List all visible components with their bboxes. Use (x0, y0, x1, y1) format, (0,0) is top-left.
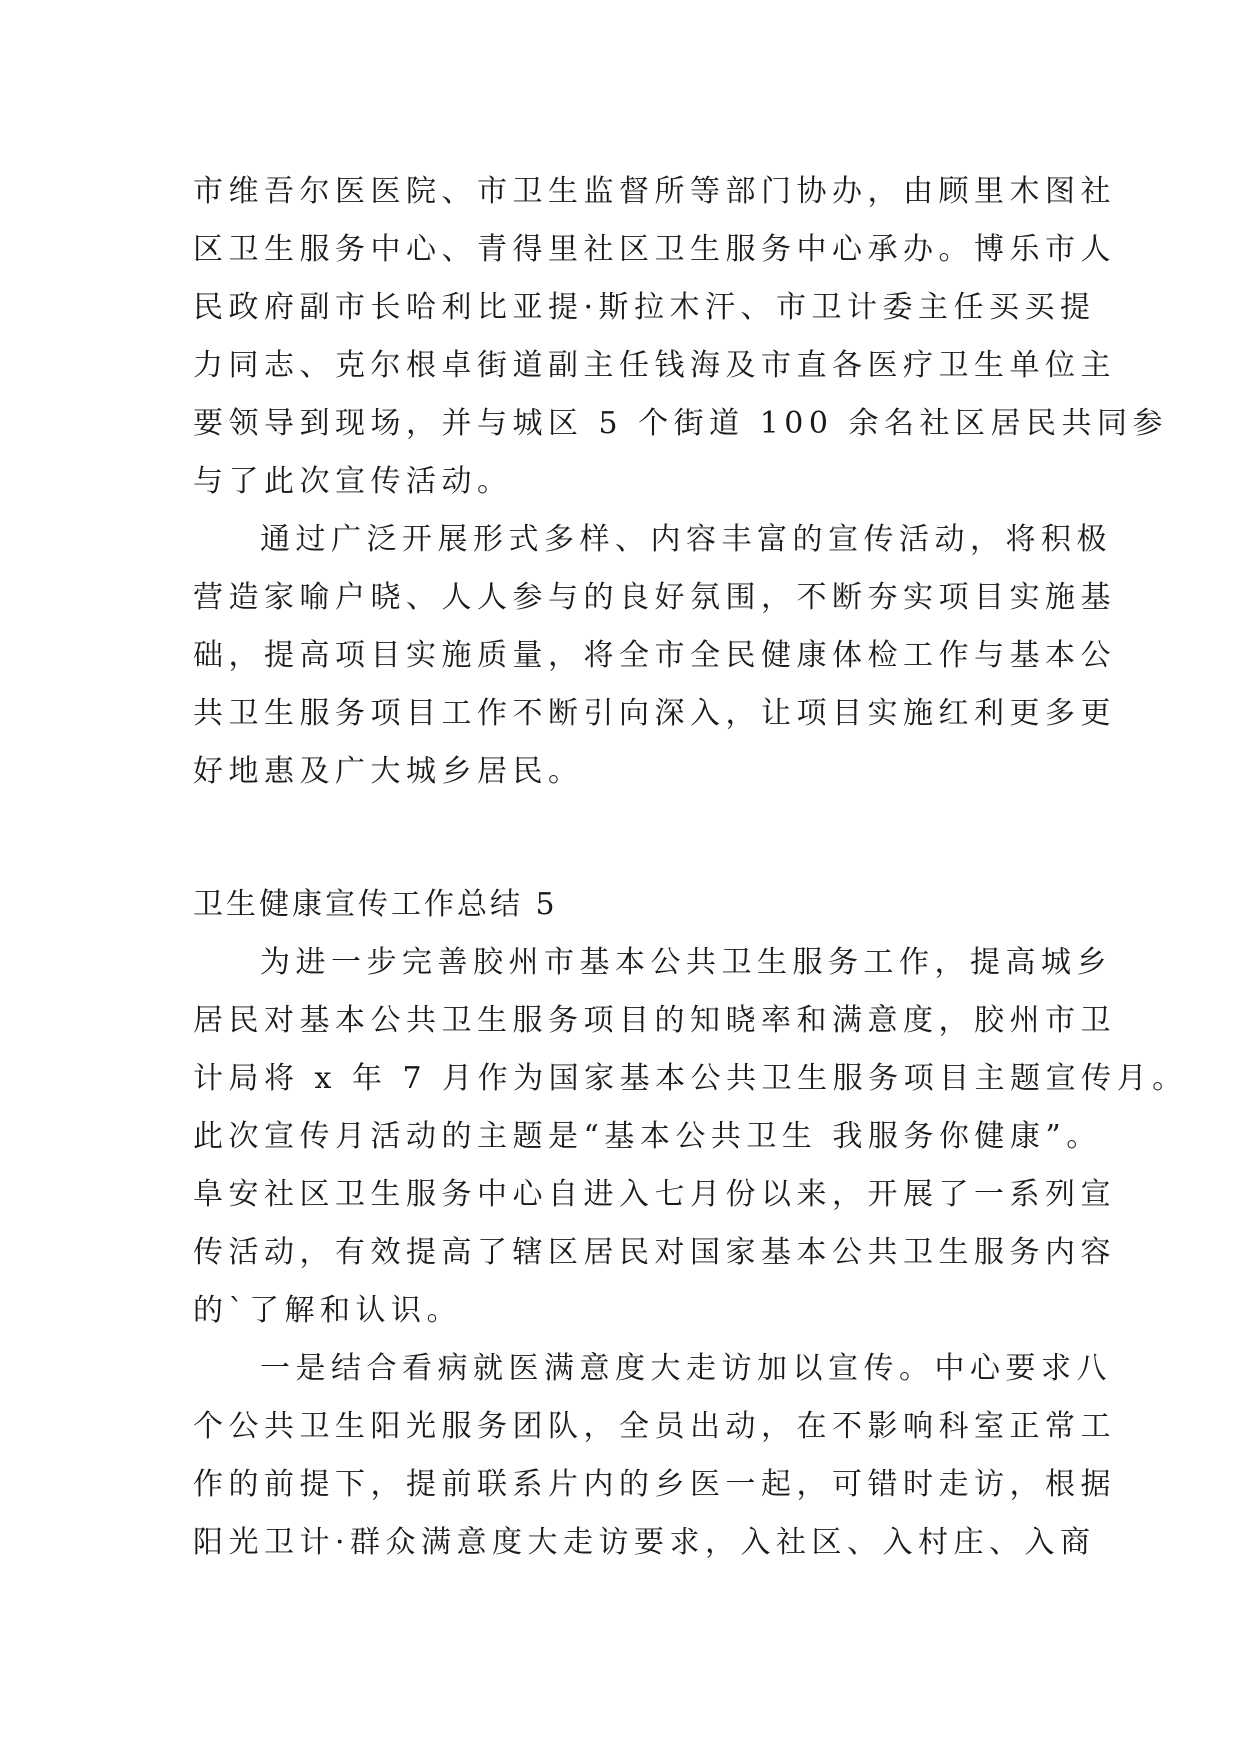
paragraph-3 (193, 934, 1188, 1340)
section-heading (193, 876, 1068, 934)
heading-text: 卫生健康宣传工作总结 5 (193, 887, 558, 922)
text-line: 力同志、克尔根卓街道副主任钱海及市直各医疗卫生单位主 (193, 348, 1116, 383)
text-line: 作的前提下，提前联系片内的乡医一起，可错时走访，根据 (193, 1467, 1116, 1502)
text-line: 居民对基本公共卫生服务项目的知晓率和满意度，胶州市卫 (193, 1003, 1116, 1038)
text-line: 要领导到现场，并与城区 5 个街道 100 余名社区居民共同参 (193, 406, 1168, 441)
text-line: 市维吾尔医医院、市卫生监督所等部门协办，由顾里木图社 (193, 174, 1116, 209)
text-line: 此次宣传月活动的主题是“基本公共卫生 我服务你健康”。 (193, 1119, 1102, 1154)
text-line: 与了此次宣传活动。 (193, 464, 513, 499)
text-line: 营造家喻户晓、人人参与的良好氛围，不断夯实项目实施基 (193, 580, 1116, 615)
text-line: 阜安社区卫生服务中心自进入七月份以来，开展了一系列宣 (193, 1177, 1116, 1212)
document-page (193, 163, 1188, 1572)
paragraph-4 (193, 1340, 1116, 1572)
text-line: 个公共卫生阳光服务团队，全员出动，在不影响科室正常工 (193, 1409, 1116, 1444)
paragraph-1 (193, 163, 1168, 511)
text-line: 区卫生服务中心、青得里社区卫生服务中心承办。博乐市人 (193, 232, 1116, 267)
text-line: 计局将 x 年 7 月作为国家基本公共卫生服务项目主题宣传月。 (193, 1061, 1188, 1096)
text-line: 共卫生服务项目工作不断引向深入，让项目实施红利更多更 (193, 696, 1116, 731)
text-line: 民政府副市长哈利比亚提·斯拉木汗、市卫计委主任买买提 (193, 290, 1096, 325)
paragraph-2 (193, 511, 1116, 801)
text-line: 一是结合看病就医满意度大走访加以宣传。中心要求八 (260, 1351, 1112, 1386)
text-line: 阳光卫计·群众满意度大走访要求，入社区、入村庄、入商 (193, 1525, 1096, 1560)
text-line: 为进一步完善胶州市基本公共卫生服务工作，提高城乡 (260, 945, 1112, 980)
text-line: 的`了解和认识。 (193, 1293, 462, 1328)
text-line: 好地惠及广大城乡居民。 (193, 754, 584, 789)
text-line: 通过广泛开展形式多样、内容丰富的宣传活动，将积极 (260, 522, 1112, 557)
text-line: 传活动，有效提高了辖区居民对国家基本公共卫生服务内容 (193, 1235, 1116, 1270)
text-line: 础，提高项目实施质量，将全市全民健康体检工作与基本公 (193, 638, 1116, 673)
